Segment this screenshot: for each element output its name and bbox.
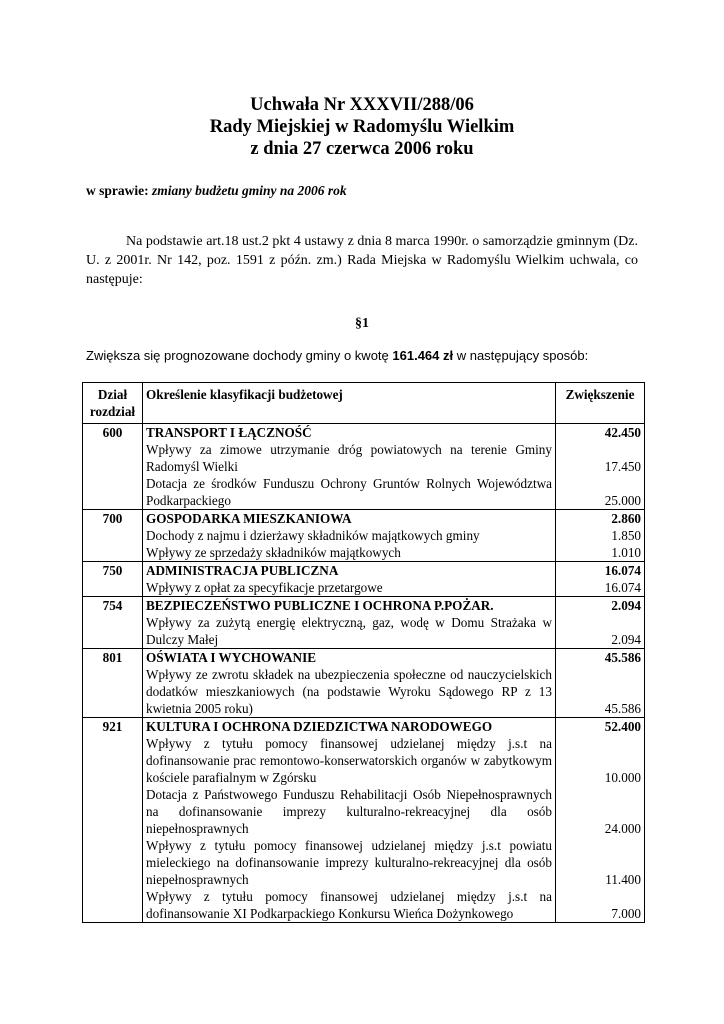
section-title: OŚWIATA I WYCHOWANIE xyxy=(146,650,317,665)
section-title: ADMINISTRACJA PUBLICZNA xyxy=(146,563,339,578)
table-row xyxy=(83,424,645,510)
item-description: Dochody z najmu i dzierżawy składników majątkowych gminy xyxy=(146,528,480,543)
section-amount-cell xyxy=(556,718,645,923)
section-code: 754 xyxy=(83,597,143,649)
item-amount: 17.450 xyxy=(604,459,641,474)
item-amount: 16.074 xyxy=(604,580,641,595)
section-description-cell xyxy=(143,562,556,597)
item-description: Dotacja ze środków Funduszu Ochrony Gruntów Rolnych Województwa Podkarpackiego xyxy=(146,476,552,508)
council-name: Rady Miejskiej w Radomyślu Wielkim xyxy=(209,117,515,137)
item-description: Wpływy z tytułu pomocy finansowej udzielanej między j.s.t na dofinansowanie XI Podkarpackiego Konkursu Wieńca Dożynkowego xyxy=(146,889,552,921)
item-amount: 10.000 xyxy=(604,770,641,785)
section-title: TRANSPORT I ŁĄCZNOŚĆ xyxy=(146,425,312,440)
section-title: BEZPIECZEŃSTWO PUBLICZNE I OCHRONA P.POŻAR. xyxy=(146,598,494,613)
item-amount: 11.400 xyxy=(605,872,641,887)
table-row xyxy=(83,649,645,718)
document-header xyxy=(0,94,724,160)
section-total: 16.074 xyxy=(604,563,641,578)
header-section-code: Dział rozdział xyxy=(83,383,143,424)
table-row xyxy=(83,597,645,649)
section-amount-cell xyxy=(556,597,645,649)
section-total: 52.400 xyxy=(604,719,641,734)
item-amount: 1.850 xyxy=(611,528,641,543)
section-description-cell xyxy=(143,649,556,718)
item-amount: 2.094 xyxy=(611,632,641,647)
item-description: Wpływy za zimowe utrzymanie dróg powiatowych na terenie Gminy Radomyśl Wielki xyxy=(146,442,552,474)
header-classification: Określenie klasyfikacji budżetowej xyxy=(143,383,556,424)
section-total: 2.094 xyxy=(611,598,641,613)
section-total: 42.450 xyxy=(604,425,641,440)
resolution-number: Uchwała Nr XXXVII/288/06 xyxy=(250,95,474,115)
item-description: Wpływy z opłat za specyfikacje przetargowe xyxy=(146,580,383,595)
section-total: 2.860 xyxy=(611,511,641,526)
section-description-cell xyxy=(143,424,556,510)
budget-table xyxy=(82,382,645,923)
section-amount-cell xyxy=(556,562,645,597)
intro-sentence xyxy=(86,348,588,363)
subject-value: zmiany budżetu gminy na 2006 rok xyxy=(152,183,347,198)
paragraph-symbol: §1 xyxy=(355,316,369,331)
legal-basis-paragraph: Na podstawie art.18 ust.2 pkt 4 ustawy z dnia 8 marca 1990r. o samorządzie gminnym (Dz. U. z 2001r. Nr 142, poz. 1591 z późn. zm.) Rada Miejska w Radomyślu Wielkim uchwala, co następuje: xyxy=(86,234,638,287)
item-amount: 7.000 xyxy=(611,906,641,921)
intro-total-amount: 161.464 zł xyxy=(392,348,454,363)
subject-line xyxy=(86,183,347,199)
item-amount: 24.000 xyxy=(604,821,641,836)
table-row xyxy=(83,510,645,562)
table-header-row xyxy=(83,383,645,424)
section-code: 750 xyxy=(83,562,143,597)
section-code: 801 xyxy=(83,649,143,718)
item-description: Wpływy ze sprzedaży składników majątkowych xyxy=(146,545,401,560)
section-code: 700 xyxy=(83,510,143,562)
item-description: Wpływy z tytułu pomocy finansowej udzielanej między j.s.t na dofinansowanie prac remontowo-konserwatorskich organów w zabytkowym kościele parafialnym w Zgórsku xyxy=(146,736,552,785)
section-total: 45.586 xyxy=(604,650,641,665)
item-amount: 45.586 xyxy=(604,701,641,716)
table-row xyxy=(83,562,645,597)
section-amount-cell xyxy=(556,424,645,510)
section-code: 600 xyxy=(83,424,143,510)
section-code: 921 xyxy=(83,718,143,923)
item-amount: 1.010 xyxy=(611,545,641,560)
subject-label: w sprawie: xyxy=(86,183,149,198)
section-amount-cell xyxy=(556,510,645,562)
resolution-date: z dnia 27 czerwca 2006 roku xyxy=(250,139,474,159)
item-description: Wpływy z tytułu pomocy finansowej udzielanej między j.s.t powiatu mieleckiego na dofinansowanie imprezy kulturalno-rekreacyjnej dla osób niepełnosprawnych xyxy=(146,838,552,887)
header-increase: Zwiększenie xyxy=(556,383,645,424)
section-title: KULTURA I OCHRONA DZIEDZICTWA NARODOWEGO xyxy=(146,719,493,734)
table-row xyxy=(83,718,645,923)
item-description: Wpływy ze zwrotu składek na ubezpieczenia społeczne od nauczycielskich dodatków mieszkaniowych (na podstawie Wyroku Sądowego RP z 13 kwietnia 2005 roku) xyxy=(146,667,552,716)
item-description: Wpływy za zużytą energię elektryczną, gaz, wodę w Domu Strażaka w Dulczy Małej xyxy=(146,615,552,647)
intro-text-before: Zwiększa się prognozowane dochody gminy o kwotę xyxy=(86,348,393,363)
section-description-cell xyxy=(143,597,556,649)
item-amount: 25.000 xyxy=(604,493,641,508)
table-body xyxy=(83,424,645,923)
section-description-cell xyxy=(143,718,556,923)
section-description-cell xyxy=(143,510,556,562)
item-description: Dotacja z Państwowego Funduszu Rehabilitacji Osób Niepełnosprawnych na dofinansowanie imprezy kulturalno-rekreacyjnej dla osób niepełnosprawnych xyxy=(146,787,552,836)
section-title: GOSPODARKA MIESZKANIOWA xyxy=(146,511,352,526)
intro-text-after: w następujący sposób: xyxy=(453,348,589,363)
section-amount-cell xyxy=(556,649,645,718)
